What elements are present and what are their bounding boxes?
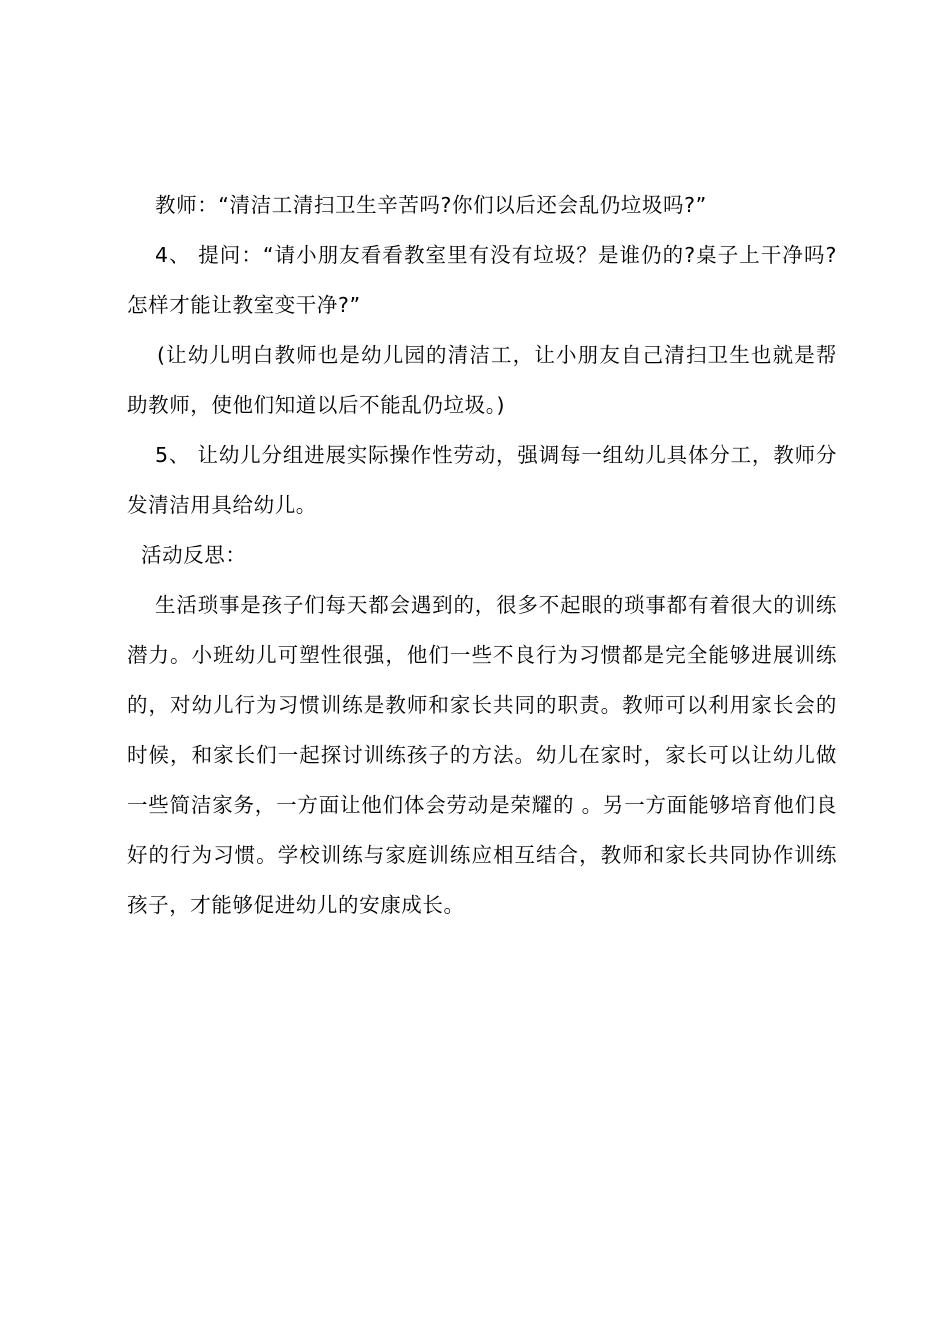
- document-body: [127, 180, 837, 930]
- paragraph-step-4-note: (让幼儿明白教师也是幼儿园的清洁工，让小朋友自己清扫卫生也就是帮助教师，使他们知道以后不能乱仍垃圾。): [127, 343, 837, 417]
- paragraph-reflection: 生活琐事是孩子们每天都会遇到的，很多不起眼的琐事都有着很大的训练潜力。小班幼儿可塑性很强，他们一些不良行为习惯都是完全能够进展训练的，对幼儿行为习惯训练是教师和家长共同的职责。教师可以利用家长会的时候，和家长们一起探讨训练孩子的方法。幼儿在家时，家长可以让幼儿做一些简洁家务，一方面让他们体会劳动是荣耀的 。另一方面能够培育他们良好的行为习惯。学校训练与家庭训练应相互结合，教师和家长共同协作训练孩子，才能够促进幼儿的安康成长。: [127, 593, 837, 917]
- paragraph-step-4: 4、 提问：“请小朋友看看教室里有没有垃圾？是谁仍的?桌子上干净吗?怎样才能让教室变干净?”: [127, 243, 837, 317]
- paragraph-teacher-question: 教师：“清洁工清扫卫生辛苦吗?你们以后还会乱仍垃圾吗?”: [155, 193, 707, 217]
- paragraph-step-5: 5、 让幼儿分组进展实际操作性劳动，强调每一组幼儿具体分工，教师分发清洁用具给幼儿。: [127, 443, 837, 517]
- section-heading-reflection: 活动反思：: [141, 543, 247, 567]
